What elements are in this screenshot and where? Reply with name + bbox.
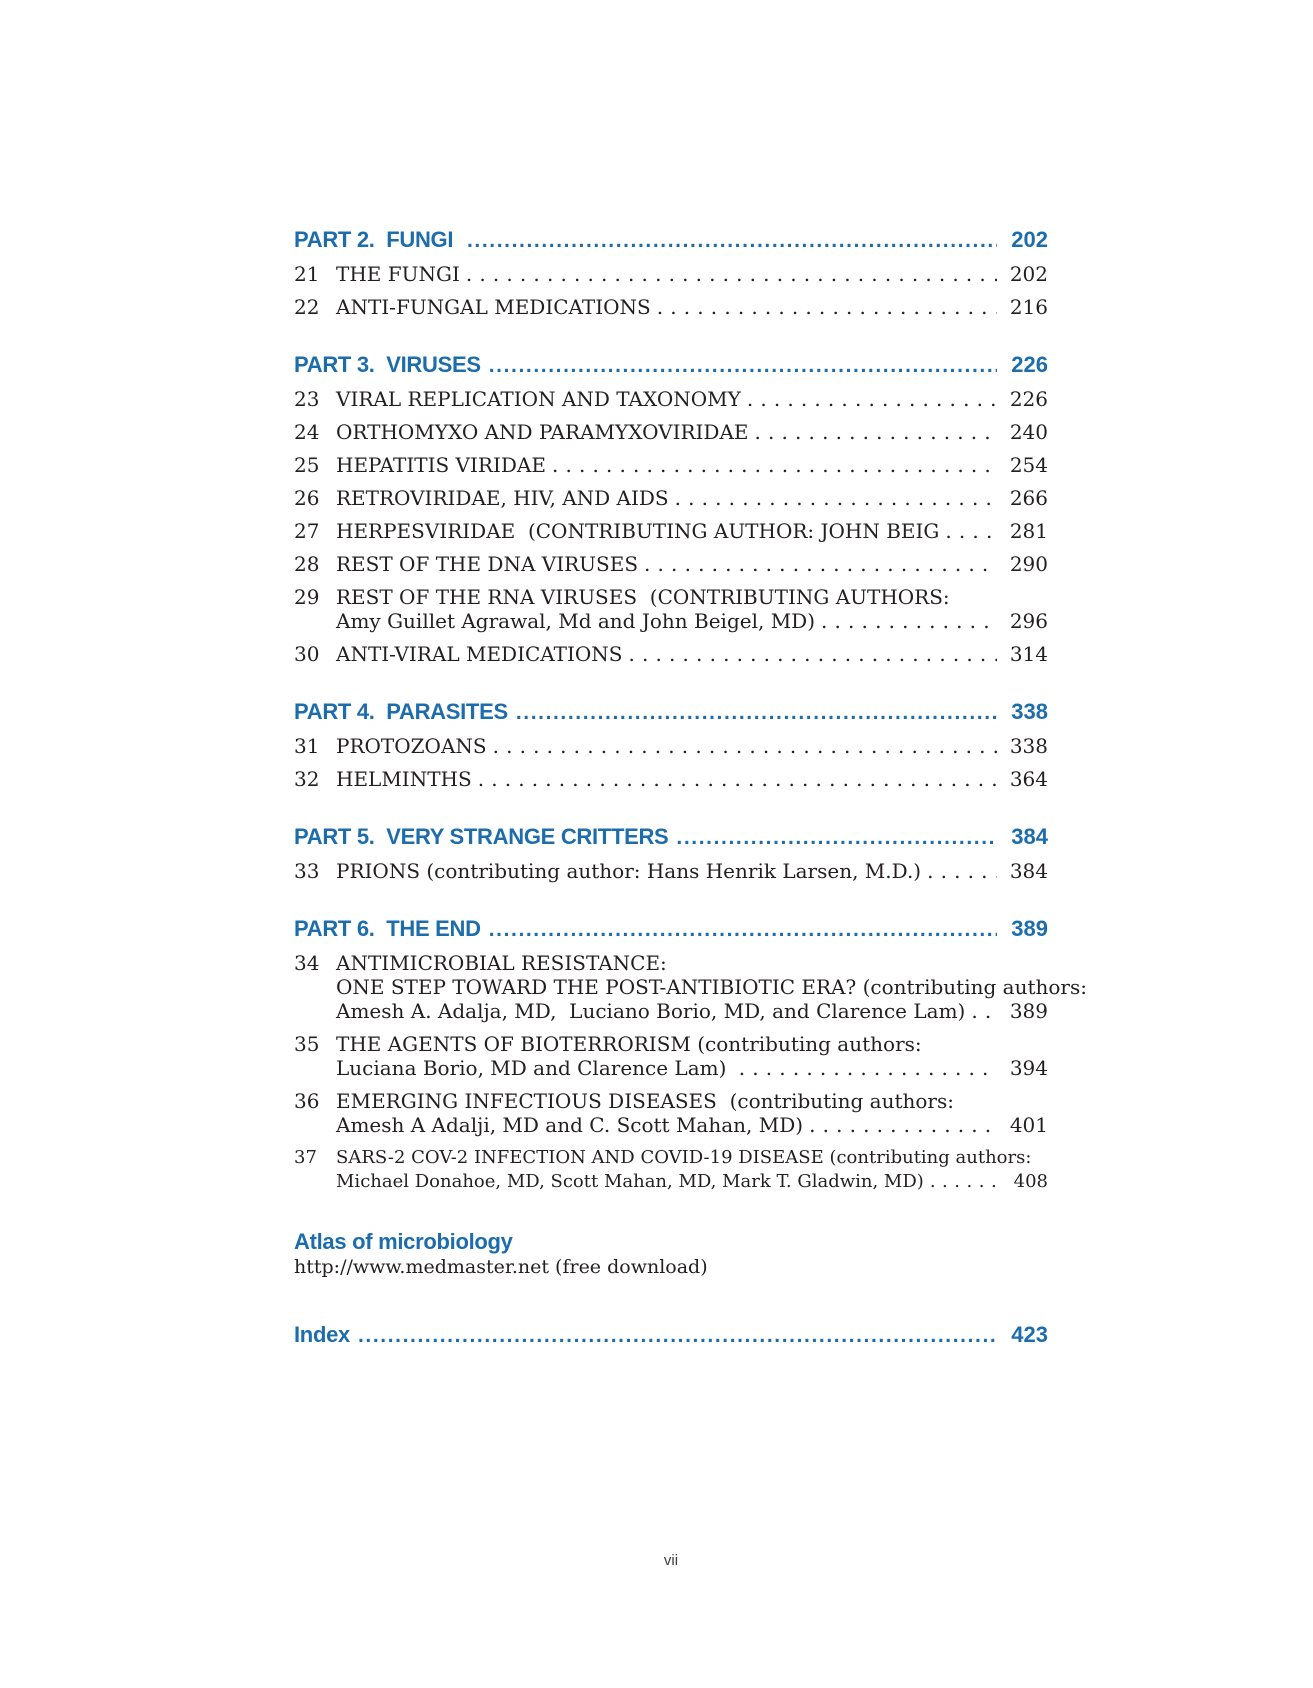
entry-body [336,1089,1048,1137]
dot-leader [628,642,997,666]
entry-title-text: Amesh A. Adalja, MD, Luciano Borio, MD, and Clarence Lam) [336,999,966,1023]
dot-leader [467,228,997,253]
entry-number: 30 [294,642,320,666]
entry-page-number: 401 [1009,1113,1048,1137]
toc-entry [294,1146,1048,1194]
entry-page-number: 202 [1009,262,1048,286]
entry-body [336,420,1048,444]
entry-title-line [336,295,1048,319]
toc-entry [294,859,1048,883]
folio-page-number: vii [663,1552,679,1569]
toc-entry [294,387,1048,411]
entry-body [336,453,1048,477]
dot-leader [657,295,997,319]
entry-title-text: HERPESVIRIDAE (CONTRIBUTING AUTHOR: JOHN BEIG [336,519,940,543]
entry-page-number: 338 [1009,734,1048,758]
entry-title-line [336,1170,1048,1194]
entry-body [336,859,1048,883]
entry-body [336,767,1048,791]
entry-page-number: 389 [1009,999,1048,1023]
entry-title-line [336,999,1048,1023]
entry-title-text: RETROVIRIDAE, HIV, AND AIDS [336,486,669,510]
dot-leader [466,262,997,286]
dot-leader [358,1323,997,1348]
entry-body [336,734,1048,758]
toc-entry [294,585,1048,633]
entry-title-text: VIRAL REPLICATION AND TAXONOMY [336,387,741,411]
entry-title-text: Amy Guillet Agrawal, Md and John Beigel, MD) [336,609,816,633]
entry-number: 34 [294,951,320,975]
part-page-number: 338 [1011,699,1048,724]
entry-page-number: 281 [1009,519,1048,543]
entry-title-line: ONE STEP TOWARD THE POST-ANTIBIOTIC ERA? (contributing authors: [336,975,1087,999]
entry-page-number: 408 [1007,1171,1048,1192]
dot-leader [493,734,997,758]
entry-page-number: 216 [1009,295,1048,319]
part-header-row [294,228,1048,253]
toc-sections [294,227,1087,1194]
entry-title-text: ORTHOMYXO AND PARAMYXOVIRIDAE [336,420,749,444]
entry-number: 37 [294,1147,317,1168]
toc-section [294,228,1048,319]
dot-leader [927,859,997,883]
index-row [294,1323,1048,1348]
part-label: PART 3. VIRUSES [294,352,481,377]
entry-number: 31 [294,734,320,758]
toc-entry [294,453,1048,477]
atlas-block [294,1230,1048,1279]
part-header-row [294,353,1048,378]
toc-entry [294,1032,1048,1080]
entry-page-number: 314 [1009,642,1048,666]
part-page-number: 384 [1011,824,1048,849]
entry-page-number: 254 [1009,453,1048,477]
entry-number: 25 [294,453,320,477]
entry-title-line [336,609,1048,633]
atlas-url: http://www.medmaster.net (free download) [294,1256,708,1278]
toc-entry [294,642,1048,666]
entry-number: 28 [294,552,320,576]
toc-entry [294,262,1048,286]
entry-title-text: Amesh A Adalji, MD and C. Scott Mahan, MD) [336,1113,804,1137]
toc-entry [294,951,1087,1023]
entry-body [336,1146,1048,1194]
toc-section [294,700,1048,791]
part-header-row [294,700,1048,725]
entry-page-number: 240 [1009,420,1048,444]
entry-body [336,951,1087,1023]
entry-body [336,295,1048,319]
part-label: PART 6. THE END [294,916,481,941]
entry-title-text: Luciana Borio, MD and Clarence Lam) [336,1056,733,1080]
entry-title-line [336,552,1048,576]
index-label: Index [294,1322,350,1347]
toc-section [294,825,1048,883]
entry-number: 24 [294,420,320,444]
dot-leader [675,486,997,510]
entry-page-number: 394 [1009,1056,1048,1080]
entry-body [336,585,1048,633]
toc-entry [294,295,1048,319]
dot-leader [489,353,997,378]
entry-number: 36 [294,1089,320,1113]
entry-body [336,552,1048,576]
dot-leader [739,1056,997,1080]
toc-entry [294,734,1048,758]
entry-page-number: 290 [1009,552,1048,576]
index-page-number: 423 [1011,1322,1048,1347]
entry-body [336,387,1048,411]
part-page-number: 202 [1011,227,1048,252]
entry-title-text: REST OF THE DNA VIRUSES [336,552,639,576]
dot-leader [945,519,997,543]
dot-leader [489,917,997,942]
toc-section [294,353,1048,666]
entry-page-number: 384 [1009,859,1048,883]
part-page-number: 226 [1011,352,1048,377]
entry-title-text: HEPATITIS VIRIDAE [336,453,546,477]
dot-leader [809,1113,997,1137]
entry-body [336,1032,1048,1080]
dot-leader [821,609,997,633]
entry-title-line [336,387,1048,411]
entry-title-line: EMERGING INFECTIOUS DISEASES (contributing authors: [336,1089,954,1113]
entry-title-text: THE FUNGI [336,262,460,286]
part-header-row [294,917,1048,942]
entry-number: 22 [294,295,320,319]
dot-leader [516,700,997,725]
part-label: PART 2. FUNGI [294,227,459,252]
entry-title-line [336,519,1048,543]
entry-title-line [336,262,1048,286]
entry-number: 35 [294,1032,320,1056]
entry-title-line [336,453,1048,477]
entry-title-line [336,1056,1048,1080]
entry-number: 32 [294,767,320,791]
entry-body [336,262,1048,286]
entry-title-text: PRIONS (contributing author: Hans Henrik Larsen, M.D.) [336,859,922,883]
entry-number: 23 [294,387,320,411]
entry-number: 21 [294,262,320,286]
toc-content [294,227,1087,1348]
entry-title-text: PROTOZOANS [336,734,487,758]
entry-title-line: ANTIMICROBIAL RESISTANCE: [336,951,667,975]
entry-number: 33 [294,859,320,883]
toc-entry [294,420,1048,444]
dot-leader [971,999,997,1023]
dot-leader [552,453,997,477]
entry-title-line [336,767,1048,791]
atlas-title: Atlas of microbiology [294,1229,513,1254]
entry-title-text: ANTI-FUNGAL MEDICATIONS [336,295,651,319]
entry-number: 26 [294,486,320,510]
toc-section [294,916,1087,1194]
part-page-number: 389 [1011,916,1048,941]
part-label: PART 4. PARASITES [294,699,508,724]
dot-leader [676,825,997,850]
entry-page-number: 364 [1009,767,1048,791]
entry-title-line [336,486,1048,510]
dot-leader [930,1170,997,1194]
entry-page-number: 226 [1009,387,1048,411]
entry-title-line: THE AGENTS OF BIOTERRORISM (contributing authors: [336,1032,922,1056]
entry-title-line [336,859,1048,883]
toc-entry [294,519,1048,543]
entry-title-text: Michael Donahoe, MD, Scott Mahan, MD, Mark T. Gladwin, MD) [336,1171,924,1192]
toc-entry [294,767,1048,791]
dot-leader [747,387,997,411]
part-header-row [294,825,1048,850]
entry-title-line [336,734,1048,758]
entry-title-text: ANTI-VIRAL MEDICATIONS [336,642,623,666]
entry-title-line: SARS-2 COV-2 INFECTION AND COVID-19 DISEASE (contributing authors: [336,1147,1032,1168]
entry-body [336,642,1048,666]
entry-title-line [336,642,1048,666]
entry-number: 29 [294,585,320,609]
entry-page-number: 296 [1009,609,1048,633]
entry-body [336,519,1048,543]
entry-page-number: 266 [1009,486,1048,510]
entry-body [336,486,1048,510]
toc-entry [294,486,1048,510]
entry-title-line [336,1113,1048,1137]
part-label: PART 5. VERY STRANGE CRITTERS [294,824,669,849]
entry-title-line: REST OF THE RNA VIRUSES (CONTRIBUTING AUTHORS: [336,585,950,609]
toc-entry [294,1089,1048,1137]
entry-title-text: HELMINTHS [336,767,472,791]
dot-leader [644,552,997,576]
dot-leader [755,420,998,444]
toc-entry [294,552,1048,576]
dot-leader [478,767,997,791]
entry-title-line [336,420,1048,444]
entry-number: 27 [294,519,320,543]
